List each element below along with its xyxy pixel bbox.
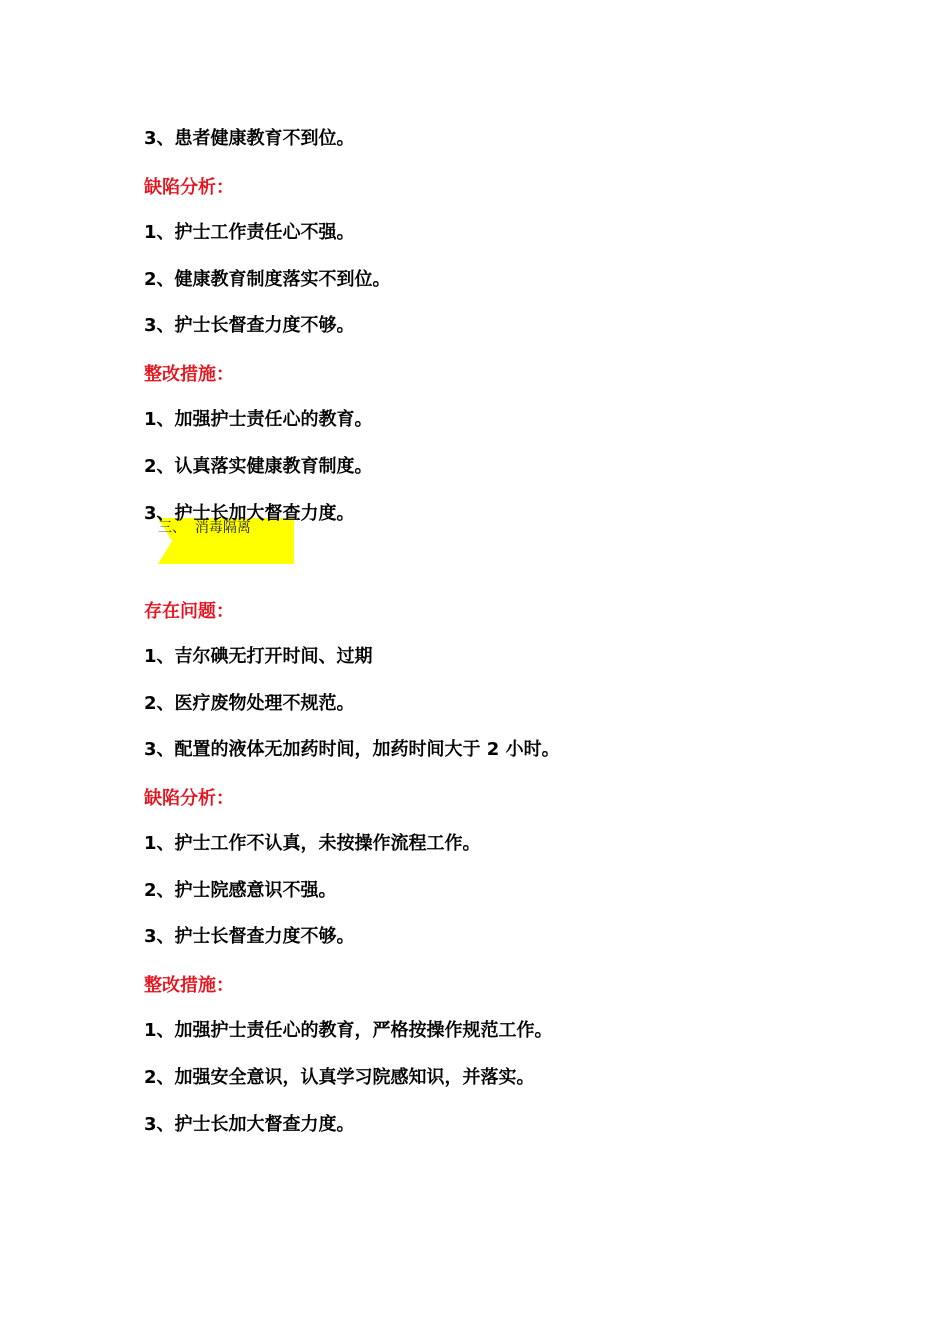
problem-item: 2、医疗废物处理不规范。 [144,693,355,714]
defect-item: 3、护士长督查力度不够。 [144,315,355,336]
measure-item: 2、加强安全意识，认真学习院感知识，并落实。 [144,1067,535,1088]
defect-analysis-heading: 缺陷分析： [144,177,234,198]
measure-item: 2、认真落实健康教育制度。 [144,456,373,477]
measures-heading: 整改措施： [144,975,234,996]
defect-item: 2、健康教育制度落实不到位。 [144,269,391,290]
defect-item: 1、护士工作责任心不强。 [144,222,355,243]
measures-heading: 整改措施： [144,364,234,385]
measure-item: 3、护士长加大督查力度。 [144,503,355,524]
measure-item: 1、加强护士责任心的教育，严格按操作规范工作。 [144,1020,553,1041]
defect-item: 3、护士长督查力度不够。 [144,926,355,947]
measure-item: 1、加强护士责任心的教育。 [144,409,373,430]
defect-item: 2、护士院感意识不强。 [144,880,337,901]
problem-item: 1、吉尔碘无打开时间、过期 [144,646,373,667]
problem-item: 3、患者健康教育不到位。 [144,128,355,149]
problem-item: 3、配置的液体无加药时间，加药时间大于 2 小时。 [144,739,560,760]
defect-item: 1、护士工作不认真，未按操作流程工作。 [144,833,481,854]
defect-analysis-heading: 缺陷分析： [144,788,234,809]
measure-item: 3、护士长加大督查力度。 [144,1114,355,1135]
problems-heading: 存在问题： [144,601,234,622]
section-callout-label: 三、 消毒隔离 [158,520,251,536]
